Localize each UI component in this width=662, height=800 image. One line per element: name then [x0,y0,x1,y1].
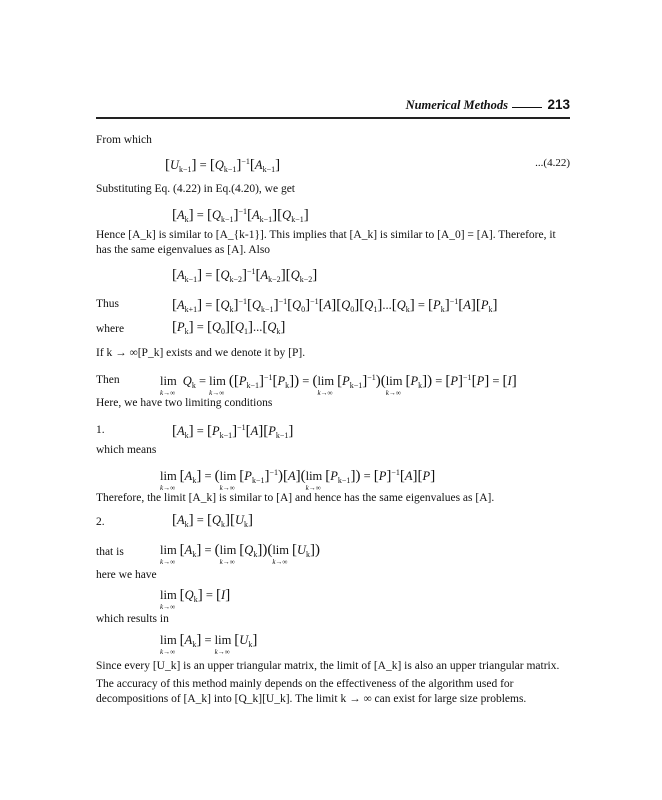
label-1: 1. [96,424,105,436]
equation-condition-1: $[A_k] = [P_{k-1}]^{-1}[A][P_{k-1}]$ [172,423,294,440]
label-where: where [96,323,125,335]
para-if-k: If k → ∞[P_k] exists and we denote it by [P]. [96,347,306,359]
label-2: 2. [96,516,105,528]
page-number: 213 [547,97,570,112]
equation-condition-2: $[A_k] = [Q_k][U_k]$ [172,512,254,529]
para-since-every: Since every [U_k] is an upper triangular matrix, the limit of [A_k] is also an upper triangular matrix. [96,660,560,672]
equation-limit-uk: lim k→∞ $[A_k] = \lim$ k→∞ $[U_k]$ [160,632,258,656]
running-header [96,98,570,116]
para-which-results: which results in [96,613,169,625]
header-dash [512,107,542,108]
equation-limit-qk: lim k→∞ $Q_k = \lim$ k→∞ $([P_{k-1}]^{-1}[P_k]) = (\lim$ k→∞ $[P_{k-1}]^{-1})(\lim$ k→∞ $[P_k]) = [P]^{-1}[P] = [I]$ [160,373,517,397]
para-from-which: From which [96,134,152,146]
para-hence: Hence [A_k] is similar to [A_{k-1}]. This implies that [A_k] is similar to [A_0] = [A]. Therefore, it has the same eigenvalues as [A]. Also [96,229,556,256]
equation-limit-product: lim k→∞ $[A_k] = (\lim$ k→∞ $[Q_k])(\lim$ k→∞ $[U_k]$) [160,542,321,566]
para-here-we-have: here we have [96,569,157,581]
para-therefore: Therefore, the limit [A_k] is similar to [A] and hence has the same eigenvalues as [A]. [96,492,495,504]
equation-pk: $[P_k] = [Q_0][Q_1]...[Q_k]$ [172,319,286,336]
equation-ak: $[A_k] = [Q_{k-1}]^{-1}[A_{k-1}][Q_{k-1}]$ [172,207,309,224]
para-which-means: which means [96,444,157,456]
label-that-is: that is [96,546,124,558]
equation-limit-ak: lim k→∞ $[A_k] = (\lim$ k→∞ $[P_{k-1}]^{-1})[A](\lim$ k→∞ $[P_{k-1}]) = [P]^{-1}[A][P]$ [160,468,436,492]
header-title: Numerical Methods [405,98,508,112]
label-then: Then [96,374,120,386]
equation-4-22: $[U_{k-1}] = [Q_{k-1}]^{-1}[A_{k-1}]$ [165,157,281,174]
equation-number: ...(4.22) [535,157,570,169]
equation-limit-identity: lim k→∞ $[Q_k] = [I]$ [160,587,231,611]
equation-ak-1: $[A_{k-1}] = [Q_{k-2}]^{-1}[A_{k-2}][Q_{k-2}]$ [172,267,318,284]
label-thus: Thus [96,298,119,310]
header-rule [96,117,570,119]
equation-ak+1: $[A_{k+1}] = [Q_k]^{-1}[Q_{k-1}]^{-1}[Q_0]^{-1}[A][Q_0][Q_1]...[Q_k] = [P_k]^{-1}[A][P_k]$ [172,297,498,314]
para-two-conditions: Here, we have two limiting conditions [96,397,273,409]
para-substituting: Substituting Eq. (4.22) in Eq.(4.20), we get [96,183,295,195]
para-accuracy: The accuracy of this method mainly depends on the effectiveness of the algorithm used for decompositions of [A_k] into [Q_k][U_k]. The limit k → ∞ can exist for large size problems. [96,678,527,705]
